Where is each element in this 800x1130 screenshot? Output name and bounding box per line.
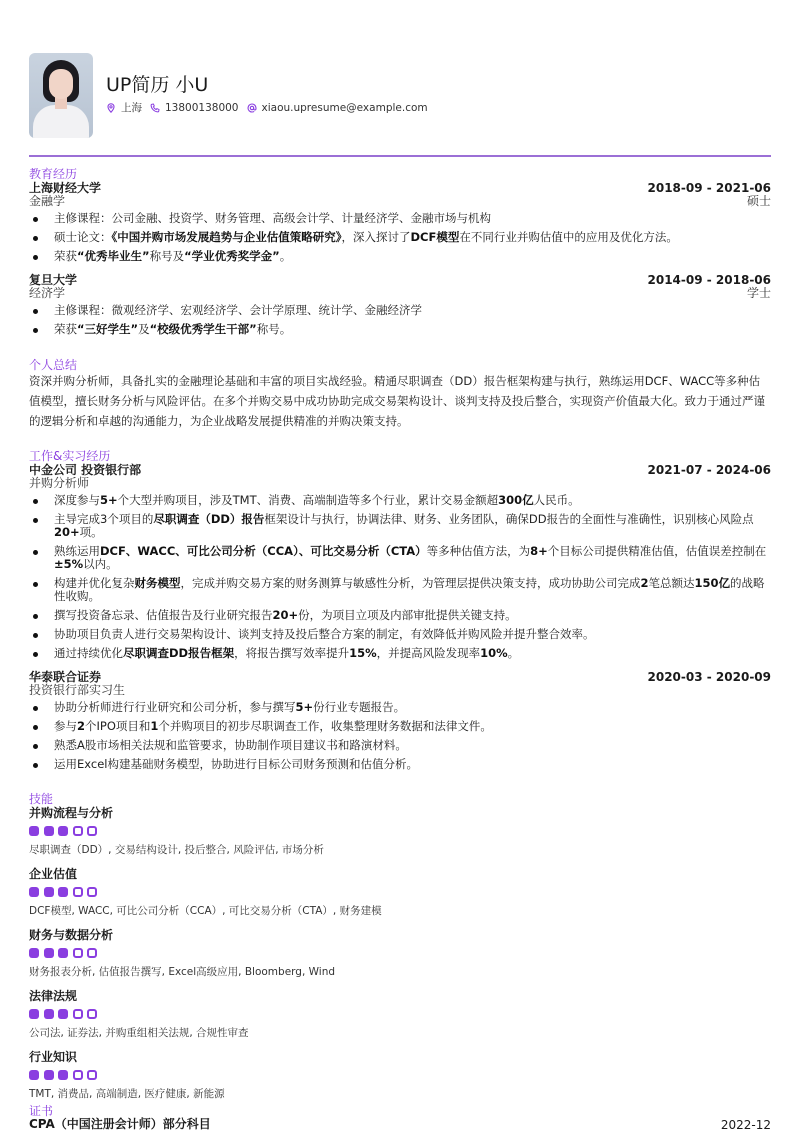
rating-dot-filled-icon (58, 887, 68, 897)
rating-dot-empty-icon (73, 887, 83, 897)
work-entry (29, 463, 771, 660)
job-role: 并购分析师 (29, 476, 90, 490)
work-dates: 2021-07 - 2024-06 (647, 463, 771, 477)
section-title-education: 教育经历 (29, 167, 78, 181)
rating-dot-filled-icon (29, 826, 39, 836)
school-name: 复旦大学 (29, 273, 78, 287)
section-title-summary: 个人总结 (29, 358, 78, 372)
skills-section (29, 792, 771, 1111)
skill-name: 企业估值 (29, 867, 78, 881)
bullet-item: 主导完成3个项目的尽职调查（DD）报告框架设计与执行，协调法律、财务、业务团队，确保DD报告的全面性与准确性，识别核心风险点20+项。 (29, 513, 771, 539)
school-name: 上海财经大学 (29, 181, 102, 195)
bullet-item: 通过持续优化尽职调查DD报告框架，将报告撰写效率提升15%，并提高风险发现率10%。 (29, 647, 771, 660)
bullet-item: 熟悉A股市场相关法规和监管要求，协助制作项目建议书和路演材料。 (29, 739, 771, 752)
rating-dot-filled-icon (58, 948, 68, 958)
certificate-date: 2022-12 (720, 1118, 771, 1130)
work-section (29, 449, 771, 777)
bullet-item: 深度参与5+个大型并购项目，涉及TMT、消费、高端制造等多个行业，累计交易金额超300亿人民币。 (29, 494, 771, 507)
rating-dot-filled-icon (58, 1009, 68, 1019)
skill-name: 并购流程与分析 (29, 806, 114, 820)
rating-dot-empty-icon (73, 948, 83, 958)
skill-name: 法律法规 (29, 989, 78, 1003)
rating-dot-empty-icon (73, 1009, 83, 1019)
skill-level-rating (29, 887, 771, 897)
education-entry (29, 181, 771, 263)
skill-item (29, 928, 771, 979)
education-bullets (29, 212, 771, 263)
map-pin-icon (106, 103, 116, 113)
skill-level-rating (29, 826, 771, 836)
bullet-item: 熟练运用DCF、WACC、可比公司分析（CCA）、可比交易分析（CTA）等多种估值方法，为8+个目标公司提供精准估值，估值误差控制在±5%以内。 (29, 545, 771, 571)
skill-item (29, 989, 771, 1040)
rating-dot-empty-icon (87, 826, 97, 836)
candidate-name: UP简历 小U (106, 73, 209, 96)
rating-dot-filled-icon (44, 826, 54, 836)
education-entry (29, 273, 771, 336)
company-name: 中金公司 投资银行部 (29, 463, 142, 477)
rating-dot-filled-icon (29, 1009, 39, 1019)
skill-level-rating (29, 948, 771, 958)
avatar (29, 53, 93, 138)
major: 经济学 (29, 286, 66, 300)
rating-dot-filled-icon (44, 1009, 54, 1019)
skill-description: 尽职调查（DD）, 交易结构设计, 投后整合, 风险评估, 市场分析 (29, 844, 324, 856)
bullet-item: 主修课程：公司金融、投资学、财务管理、高级会计学、计量经济学、金融市场与机构 (29, 212, 771, 225)
skill-level-rating (29, 1009, 771, 1019)
rating-dot-empty-icon (87, 887, 97, 897)
rating-dot-filled-icon (58, 1070, 68, 1080)
phone-text[interactable]: 13800138000 (165, 101, 239, 114)
bullet-item: 运用Excel构建基础财务模型，协助进行目标公司财务预测和估值分析。 (29, 758, 771, 771)
rating-dot-filled-icon (44, 948, 54, 958)
at-icon (247, 103, 257, 113)
bullet-item: 协助分析师进行行业研究和公司分析，参与撰写5+份行业专题报告。 (29, 701, 771, 714)
contact-location (106, 101, 142, 115)
certificates-section (29, 1104, 771, 1130)
education-dates: 2014-09 - 2018-06 (647, 273, 771, 287)
education-dates: 2018-09 - 2021-06 (647, 181, 771, 195)
section-title-skills: 技能 (29, 792, 54, 806)
bullet-item: 撰写投资备忘录、估值报告及行业研究报告20+份，为项目立项及内部审批提供关键支持。 (29, 609, 771, 622)
section-title-certificates: 证书 (29, 1104, 54, 1118)
summary-text: 资深并购分析师，具备扎实的金融理论基础和丰富的项目实战经验。精通尽职调查（DD）报告框架构建与执行，熟练运用DCF、WACC等多种估值模型，擅长财务分析与风险评估。在多个并购交易中成功协助完成交易架构设计、谈判支持及投后整合，实现资产价值最大化。致力于通过严谨的逻辑分析和卓越的沟通能力，为企业战略发展提供精准的并购决策支持。 (29, 374, 765, 428)
skill-description: 财务报表分析, 估值报告撰写, Excel高级应用, Bloomberg, Wind (29, 966, 336, 978)
work-entry (29, 670, 771, 771)
phone-icon (150, 103, 160, 113)
education-bullets (29, 304, 771, 336)
contact-info (106, 101, 436, 115)
bullet-item: 参与2个IPO项目和1个并购项目的初步尽职调查工作，收集整理财务数据和法律文件。 (29, 720, 771, 733)
contact-email (247, 101, 428, 115)
work-bullets (29, 494, 771, 660)
skill-level-rating (29, 1070, 771, 1080)
rating-dot-filled-icon (29, 948, 39, 958)
major: 金融学 (29, 194, 66, 208)
company-name: 华泰联合证券 (29, 670, 102, 684)
degree: 学士 (746, 286, 771, 300)
work-dates: 2020-03 - 2020-09 (647, 670, 771, 684)
skill-name: 行业知识 (29, 1050, 78, 1064)
resume-header (29, 53, 436, 138)
rating-dot-empty-icon (87, 948, 97, 958)
contact-phone (150, 101, 239, 115)
location-text: 上海 (121, 101, 142, 114)
rating-dot-filled-icon (29, 1070, 39, 1080)
header-divider (29, 155, 771, 157)
certificate-name: CPA（中国注册会计师）部分科目 (29, 1117, 211, 1130)
job-role: 投资银行部实习生 (29, 683, 126, 697)
rating-dot-filled-icon (44, 887, 54, 897)
bullet-item: 主修课程：微观经济学、宏观经济学、会计学原理、统计学、金融经济学 (29, 304, 771, 317)
work-bullets (29, 701, 771, 771)
skills-list (29, 806, 771, 1101)
rating-dot-empty-icon (73, 1070, 83, 1080)
skill-description: TMT, 消费品, 高端制造, 医疗健康, 新能源 (29, 1088, 225, 1100)
certificate-entry (29, 1118, 771, 1130)
skill-item (29, 806, 771, 857)
rating-dot-empty-icon (87, 1009, 97, 1019)
skill-item (29, 1050, 771, 1101)
bullet-item: 硕士论文：《中国并购市场发展趋势与企业估值策略研究》，深入探讨了DCF模型在不同行业并购估值中的应用及优化方法。 (29, 231, 771, 244)
email-text[interactable]: xiaou.upresume@example.com (261, 101, 428, 114)
bullet-item: 荣获“优秀毕业生”称号及“学业优秀奖学金”。 (29, 250, 771, 263)
rating-dot-empty-icon (73, 826, 83, 836)
skill-name: 财务与数据分析 (29, 928, 114, 942)
bullet-item: 构建并优化复杂财务模型，完成并购交易方案的财务测算与敏感性分析，为管理层提供决策支持，成功协助公司完成2笔总额达150亿的战略性收购。 (29, 577, 771, 603)
skill-description: 公司法, 证券法, 并购重组相关法规, 合规性审查 (29, 1027, 249, 1039)
rating-dot-empty-icon (87, 1070, 97, 1080)
education-section (29, 167, 771, 342)
rating-dot-filled-icon (29, 887, 39, 897)
rating-dot-filled-icon (44, 1070, 54, 1080)
skill-description: DCF模型, WACC, 可比公司分析（CCA）, 可比交易分析（CTA）, 财务建模 (29, 905, 382, 917)
degree: 硕士 (746, 194, 771, 208)
section-title-work: 工作&实习经历 (29, 449, 111, 463)
summary-section (29, 358, 771, 431)
rating-dot-filled-icon (58, 826, 68, 836)
bullet-item: 协助项目负责人进行交易架构设计、谈判支持及投后整合方案的制定，有效降低并购风险并提升整合效率。 (29, 628, 771, 641)
bullet-item: 荣获“三好学生”及“校级优秀学生干部”称号。 (29, 323, 771, 336)
skill-item (29, 867, 771, 918)
